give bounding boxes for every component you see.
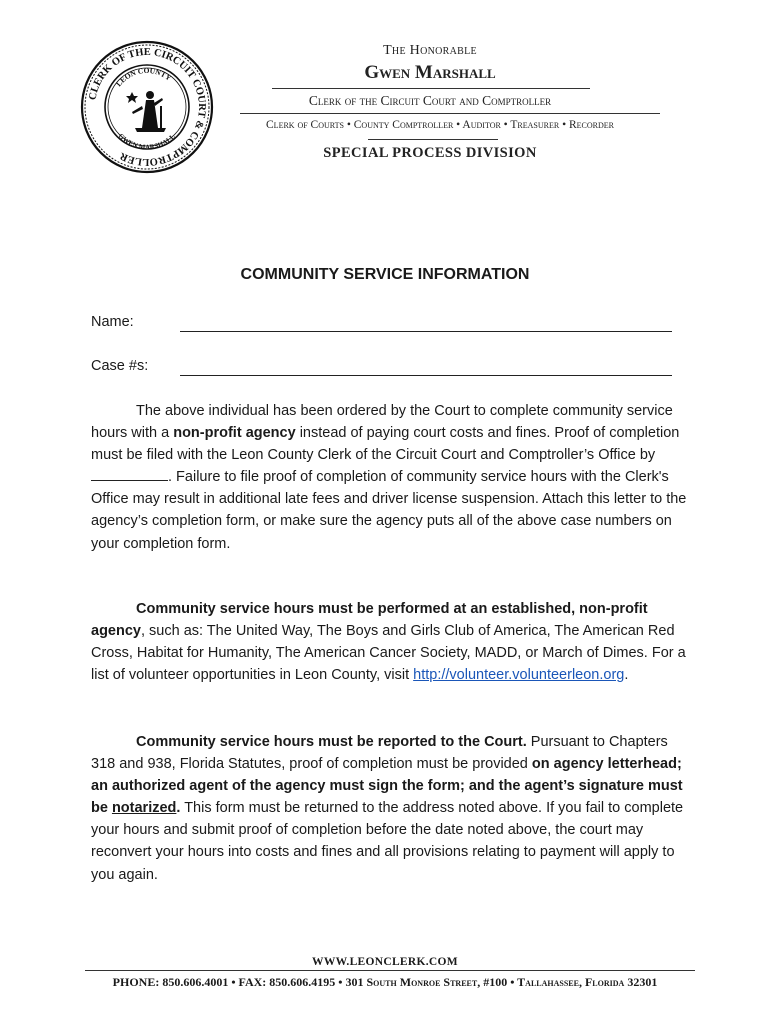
bold-span: Community service hours must be performed at an established, non-profit agency	[91, 601, 648, 640]
text-span: .	[624, 667, 629, 684]
case-label: Case #s:	[91, 358, 149, 374]
text-span: Pursuant to Chapters 318 and 938, Florida Statutes, proof of completion must be provided	[91, 734, 668, 773]
due-date-blank[interactable]	[91, 468, 168, 481]
paragraph-reporting	[91, 731, 691, 886]
text-span: instead of paying court costs and fines. Proof of completion must be filed with the Leon County Clerk of the Circuit Court and Comptroller’s Office by	[91, 425, 680, 464]
seal-outer-text: CLERK OF THE CIRCUIT COURT & COMPTROLLER	[87, 46, 208, 168]
office-roles: Clerk of Courts • County Comptroller • Auditor • Treasurer • Recorder	[266, 119, 614, 131]
text-span: . Failure to file proof of completion of community service hours with the Clerk's Office may result in additional late fees and driver license suspension. Attach this letter to the agency’s completion form, or make sure the agency puts all of the above case numbers on your completion form.	[91, 469, 687, 552]
text-span: The above individual has been ordered by the Court to complete community service hours with a	[91, 403, 673, 442]
clerk-name: Gwen Marshall	[364, 62, 496, 83]
paragraph-order	[91, 400, 691, 555]
header-title-line: The Honorable	[383, 43, 477, 58]
notarized-emphasis: notarized	[111, 800, 177, 817]
seal-inner-text: LEON COUNTY	[114, 65, 173, 89]
division-title: SPECIAL PROCESS DIVISION	[323, 145, 537, 161]
footer-contact: PHONE: 850.606.4001 • FAX: 850.606.4195 • 301 South Monroe Street, #100 • Tallahassee, Florida 32301	[112, 975, 658, 989]
office-title: Clerk of the Circuit Court and Comptroller	[308, 93, 552, 108]
seal-bottom-text: GWEN MARSHALL	[116, 132, 177, 152]
header-divider	[240, 113, 660, 114]
case-numbers-field[interactable]	[180, 375, 672, 376]
form-title: COMMUNITY SERVICE INFORMATION	[240, 266, 530, 283]
footer-website: WWW.LEONCLERK.COM	[312, 956, 458, 968]
seal-figure-icon	[126, 91, 166, 132]
footer-divider	[85, 970, 695, 971]
bold-span: on agency letterhead; an authorized agent of the agency must sign the form; and the agent’s signature must be	[91, 756, 683, 817]
bold-span: .	[176, 800, 181, 817]
paragraph-agency	[91, 598, 691, 686]
name-field[interactable]	[180, 331, 672, 332]
header-divider	[368, 139, 498, 140]
header-divider	[272, 88, 590, 89]
clerk-seal	[80, 40, 214, 174]
bold-span: non-profit agency	[173, 425, 296, 442]
text-span: , such as: The United Way, The Boys and Girls Club of America, The American Red Cross, Habitat for Humanity, The American Cancer Society, MADD, or March of Dimes. For a list of volunteer opportunities in Leon County, visit	[91, 623, 686, 684]
text-span: This form must be returned to the address noted above. If you fail to complete your hours and submit proof of completion before the date noted above, the court may reconvert your hours into costs and fines and all provisions relating to payment will apply to you again.	[91, 800, 684, 883]
bold-span: Community service hours must be reported to the Court.	[136, 734, 527, 750]
volunteer-link[interactable]: http://volunteer.volunteerleon.org	[413, 667, 625, 684]
name-label: Name:	[91, 314, 134, 330]
